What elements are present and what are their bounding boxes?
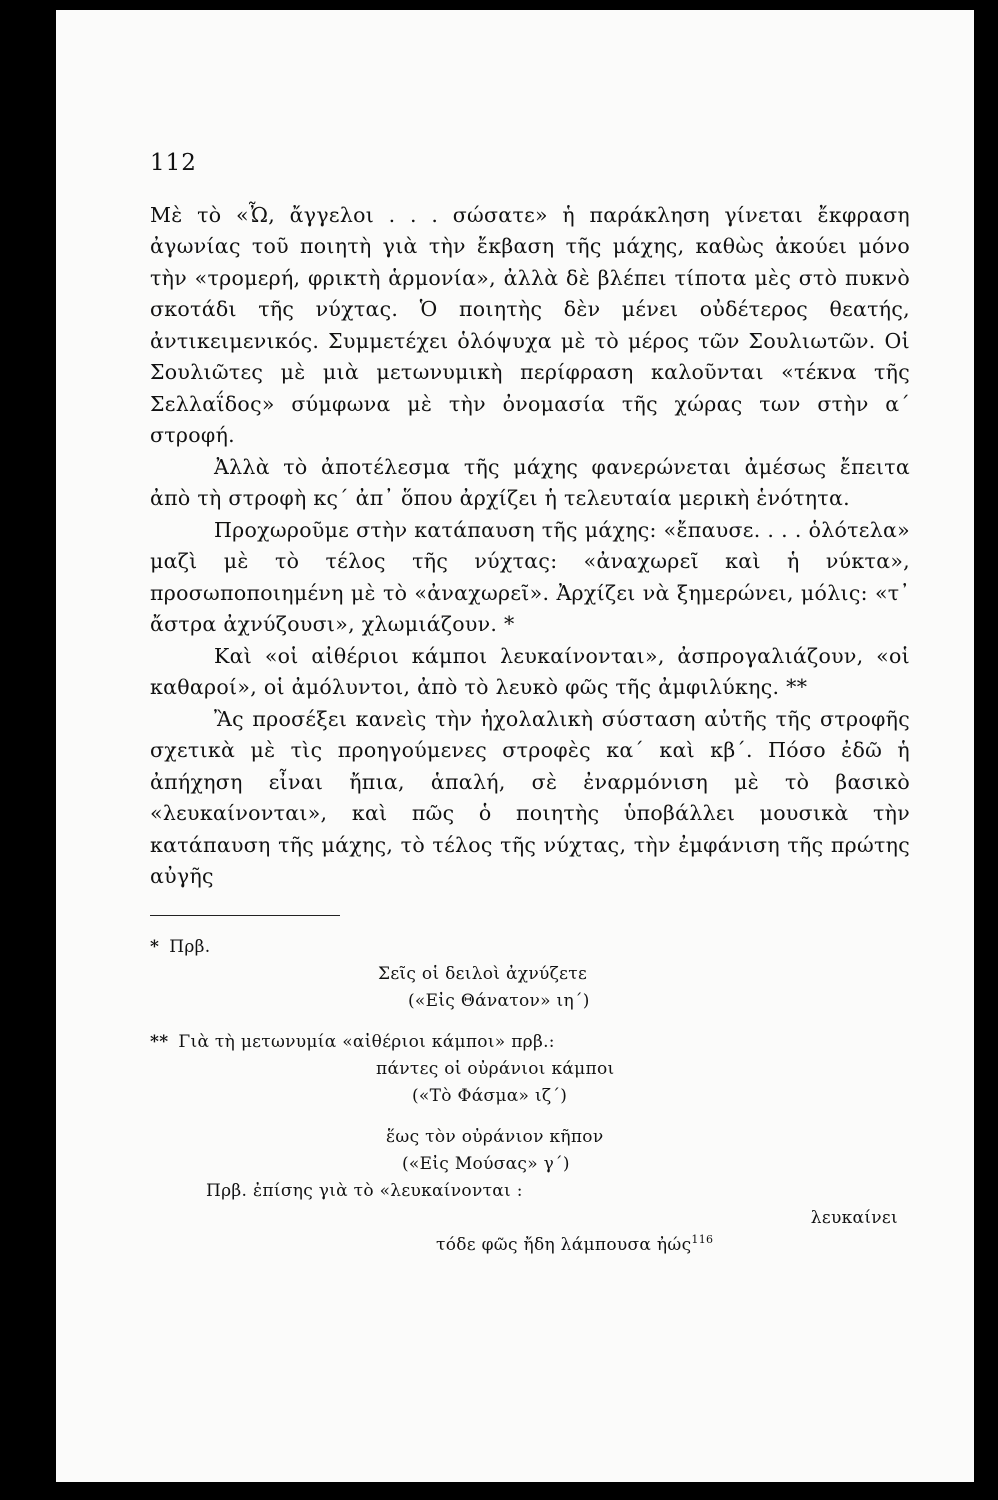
footnote-2-verse-1: πάντες οἱ οὐράνιοι κάμποι — [376, 1058, 615, 1079]
book-page — [56, 10, 974, 1482]
page-content — [150, 148, 910, 1259]
footnote-1-verse: Σεῖς οἱ δειλοὶ ἀχνύζετε — [378, 963, 588, 984]
page-number: 112 — [150, 150, 197, 176]
paragraph-2: Ἀλλὰ τὸ ἀποτέλεσμα τῆς μάχης φανερώνεται ἀμέσως ἔπειτα ἀπὸ τὴ στροφὴ κς´ ἀπ᾿ ὅπου ἀρχίζει ἡ τελευταία μερικὴ ἑνότητα. — [150, 454, 910, 510]
footnote-1-label: Πρβ. — [169, 936, 211, 957]
footnote-2-source-1: («Τὸ Φάσμα» ιζ´) — [412, 1085, 568, 1106]
footnote-2-quote-1: λευκαίνει — [810, 1207, 898, 1228]
footnote-1-source: («Εἰς Θάνατον» ιη´) — [408, 990, 590, 1011]
footnote-2-quote-2-text: τόδε φῶς ἤδη λάμπουσα ἠώς — [436, 1234, 692, 1255]
footnote-2-quote-2 — [150, 1232, 910, 1259]
footnote-1 — [150, 934, 910, 961]
footnote-2-source-2: («Εἰς Μούσας» γ´) — [402, 1153, 570, 1174]
footnote-1-marker: * — [150, 936, 160, 957]
paragraph-1: Μὲ τὸ «Ὦ, ἄγγελοι . . . σώσατε» ἡ παράκληση γίνεται ἔκφραση ἀγωνίας τοῦ ποιητὴ γιὰ τὴν ἔκβαση τῆς μάχης, καθὼς ἀκούει μόνο τὴν «τρομερή, φρικτὴ ἁρμονία», ἀλλὰ δὲ βλέπει τίποτα μὲς στὸ πυκνὸ σκοτάδι τῆς νύχτας. Ὁ ποιητὴς δὲν μένει οὐδέτερος θεατής, ἀντικειμενικός. Συμμετέχει ὁλόψυχα μὲ τὸ μέρος τῶν Σουλιωτῶν. Οἱ Σουλιῶτες μὲ μιὰ μετωνυμικὴ περίφραση καλοῦνται «τέκνα τῆς Σελλαΐδος» σύμφωνα μὲ τὴν ὀνομασία τῆς χώρας των στὴν α´ στροφή. — [150, 202, 910, 447]
footnote-2 — [150, 1029, 910, 1056]
paragraph-5: Ἂς προσέξει κανεὶς τὴν ἠχολαλικὴ σύσταση αὐτῆς τῆς στροφῆς σχετικὰ μὲ τὶς προηγούμενες στροφὲς κα´ καὶ κβ´. Πόσο ἐδῶ ἡ ἀπήχηση εἶναι ἤπια, ἁπαλή, σὲ ἐναρμόνιση μὲ τὸ βασικὸ «λευκαίνονται», καὶ πῶς ὁ ποιητὴς ὑποβάλλει μουσικὰ τὴν κατάπαυση τῆς μάχης, τὸ τέλος τῆς νύχτας, τὴν ἐμφάνιση τῆς πρώτης αὐγῆς — [150, 706, 910, 888]
footnote-2-verse-2: ἕως τὸν οὐράνιον κῆπον — [386, 1126, 604, 1147]
footnote-2-ref: Πρβ. ἐπίσης γιὰ τὸ «λευκαίνονται : — [206, 1180, 523, 1201]
footnote-divider — [150, 915, 340, 916]
footnote-2-reference-number: 116 — [691, 1232, 714, 1246]
footnotes — [150, 934, 910, 1259]
paragraph-4: Καὶ «οἱ αἰθέριοι κάμποι λευκαίνονται», ἀσπρογαλιάζουν, «οἱ καθαροί», οἱ ἀμόλυντοι, ἀπὸ τὸ λευκὸ φῶς τῆς ἀμφιλύκης. ** — [150, 643, 910, 699]
paragraph-3: Προχωροῦμε στὴν κατάπαυση τῆς μάχης: «ἔπαυσε. . . . ὁλότελα» μαζὶ μὲ τὸ τέλος τῆς νύχτας: «ἀναχωρεῖ καὶ ἡ νύκτα», προσωποποιημένη μὲ τὸ «ἀναχωρεῖ». Ἀρχίζει νὰ ξημερώνει, μόλις: «τ᾿ ἄστρα ἀχνύζουσι», χλωμιάζουν. * — [150, 517, 910, 636]
footnote-2-marker: ** — [150, 1031, 169, 1052]
footnote-2-intro: Γιὰ τὴ μετωνυμία «αἰθέριοι κάμποι» πρβ.: — [178, 1031, 555, 1052]
